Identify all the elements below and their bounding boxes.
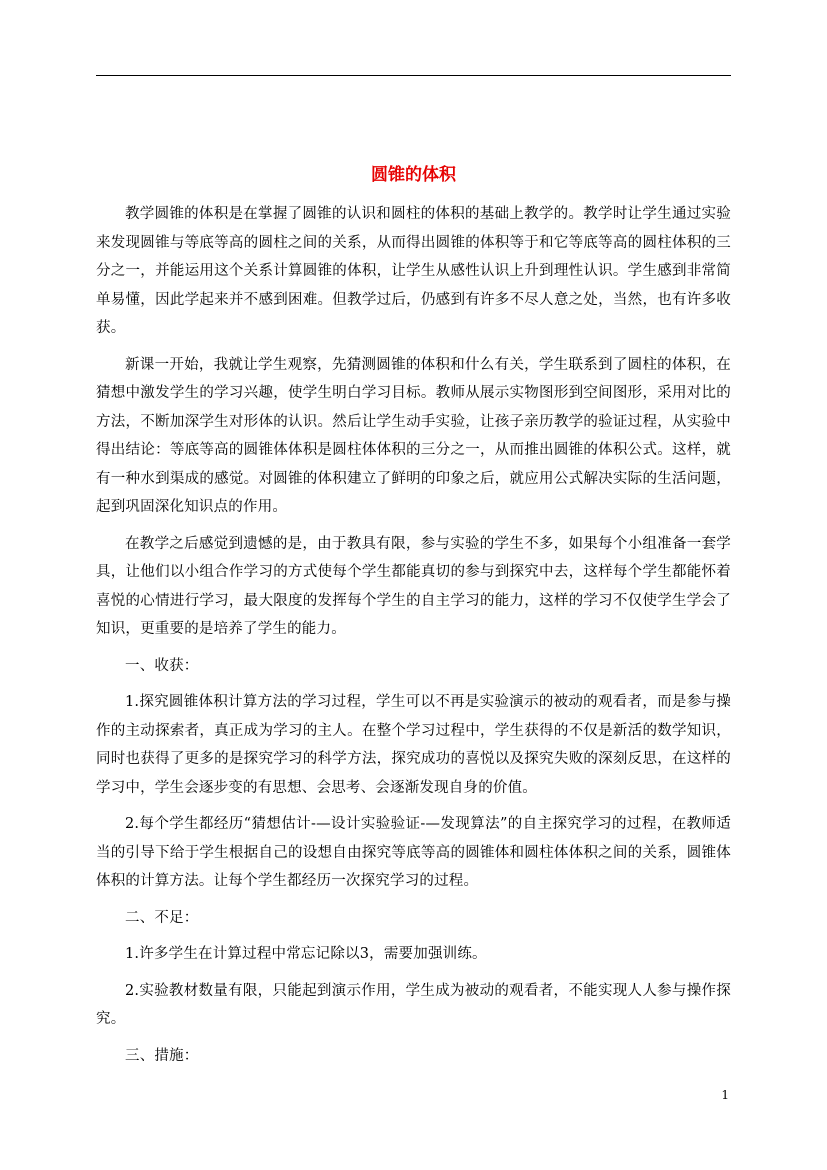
paragraph-gain-2: 2.每个学生都经历“猜想估计-—设计实验验证-—发现算法”的自主探究学习的过程，在教师适当的引导下给于学生根据自己的设想自由探究等底等高的圆锥体和圆柱体体积之间的关系，圆锥体体积的计算方法。让每个学生都经历一次探究学习的过程。 — [96, 816, 731, 889]
section-heading-gains: 一、收获： — [125, 657, 199, 674]
header-rule — [96, 75, 731, 76]
paragraph-lesson: 新课一开始，我就让学生观察，先猜测圆锥的体积和什么有关，学生联系到了圆柱的体积，在猜想中激发学生的学习兴趣，使学生明白学习目标。教师从展示实物图形到空间图形，采用对比的方法，不断加深学生对形体的认识。然后让学生动手实验，让孩子亲历教学的验证过程，从实验中得出结论：等底等高的圆锥体体积是圆柱体体积的三分之一，从而推出圆锥的体积公式。这样，就有一种水到渠成的感觉。对圆锥的体积建立了鲜明的印象之后，就应用公式解决实际的生活问题，起到巩固深化知识点的作用。 — [96, 356, 731, 515]
paragraph-intro: 教学圆锥的体积是在掌握了圆锥的认识和圆柱的体积的基础上教学的。教学时让学生通过实验来发现圆锥与等底等高的圆柱之间的关系，从而得出圆锥的体积等于和它等底等高的圆柱体积的三分之一，并能运用这个关系计算圆锥的体积，让学生从感性认识上升到理性认识。学生感到非常简单易懂，因此学起来并不感到困难。但教学过后，仍感到有许多不尽人意之处，当然，也有许多收获。 — [96, 206, 731, 336]
paragraph-shortcoming-2: 2.实验教材数量有限，只能起到演示作用，学生成为被动的观看者，不能实现人人参与操作探究。 — [96, 982, 731, 1027]
section-heading-measures: 三、措施： — [125, 1047, 199, 1064]
paragraph-gain-1: 1.探究圆锥体积计算方法的学习过程，学生可以不再是实验演示的被动的观看者，而是参与操作的主动探索者，真正成为学习的主人。在整个学习过程中，学生获得的不仅是新活的数学知识，同时也获得了更多的是探究学习的科学方法，探究成功的喜悦以及探究失败的深刻反思，在这样的学习中，学生会逐步变的有思想、会思考、会逐渐发现自身的价值。 — [96, 694, 731, 796]
paragraph-shortcoming-1: 1.许多学生在计算过程中常忘记除以3，需要加强训练。 — [125, 946, 487, 962]
section-heading-shortcomings: 二、不足： — [125, 909, 199, 926]
paragraph-regret: 在教学之后感觉到遗憾的是，由于教具有限，参与实验的学生不多，如果每个小组准备一套学具，让他们以小组合作学习的方式使每个学生都能真切的参与到探究中去，这样每个学生都能怀着喜悦的心情进行学习，最大限度的发挥每个学生的自主学习的能力，这样的学习不仅使学生学会了知识，更重要的是培养了学生的能力。 — [96, 535, 731, 637]
page-number: 1 — [721, 1088, 729, 1102]
document-body — [96, 200, 731, 1078]
document-title: 圆锥的体积 — [371, 165, 456, 185]
